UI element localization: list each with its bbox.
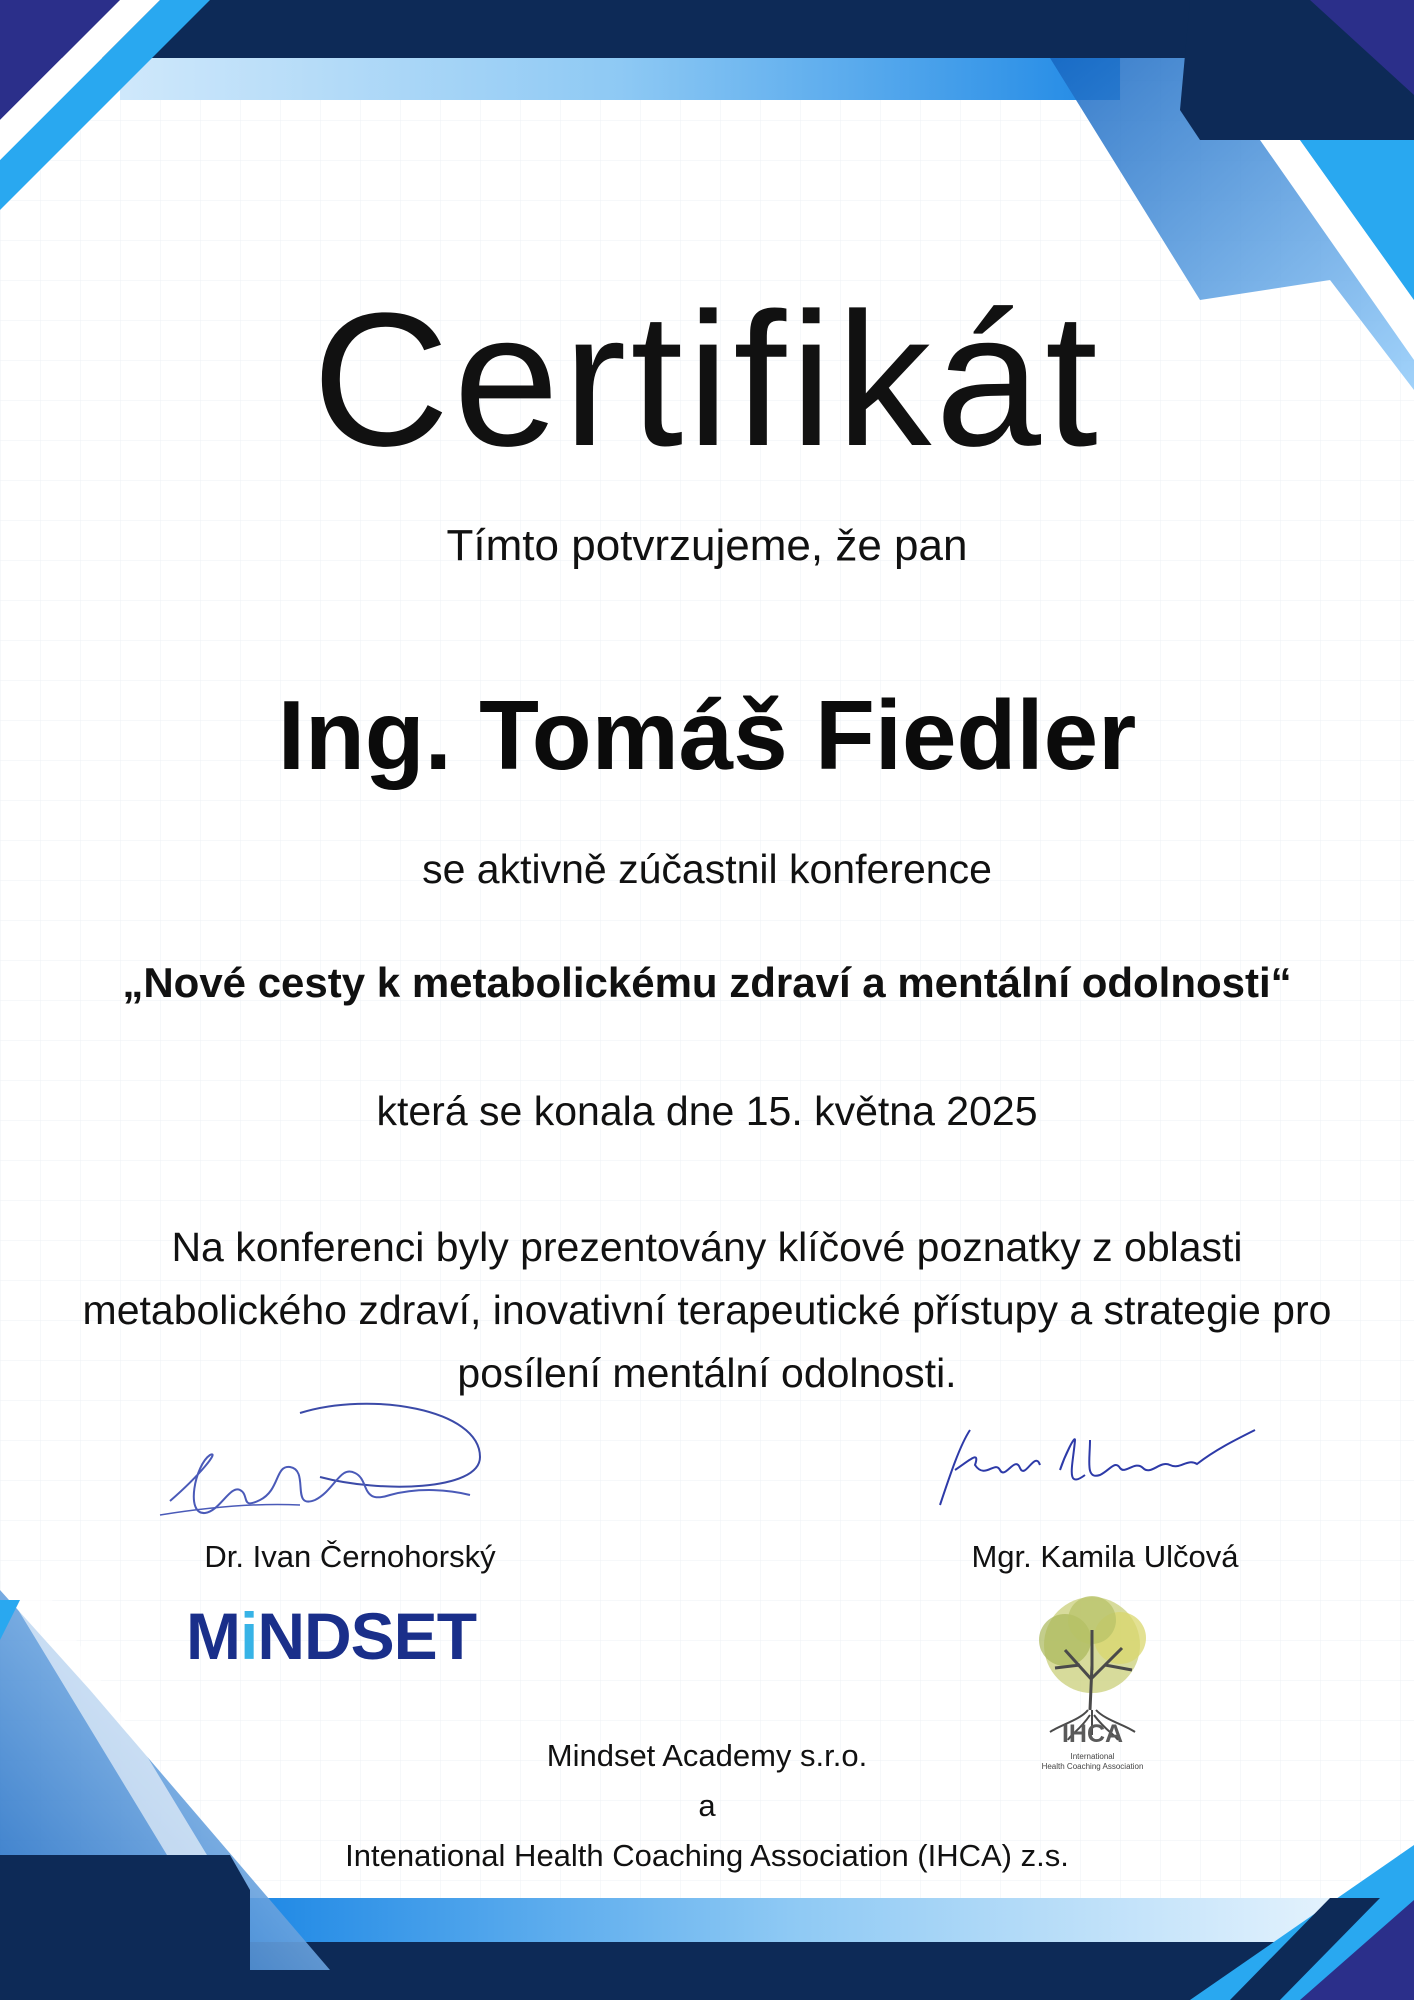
recipient-name: Ing. Tomáš Fiedler — [277, 680, 1137, 790]
signer-1-name: Dr. Ivan Černohorský — [204, 1539, 496, 1574]
mindset-logo-suffix: NDSET — [257, 1599, 477, 1673]
issuer-org-1: Mindset Academy s.r.o. — [546, 1738, 868, 1773]
ihca-logo-subtitle-2: Health Coaching Association — [1041, 1762, 1144, 1771]
intro-text: Tímto potvrzujeme, že pan — [446, 521, 968, 570]
mindset-logo-accent: i — [239, 1599, 258, 1673]
ihca-logo-subtitle-1: International — [1070, 1752, 1115, 1761]
issuer-org-2: Intenational Health Coaching Association (IHCA) z.s. — [345, 1838, 1069, 1873]
participation-text: se aktivně zúčastnil konference — [422, 846, 992, 892]
conference-date: která se konala dne 15. května 2025 — [376, 1088, 1038, 1134]
mindset-logo — [186, 1598, 476, 1674]
ihca-logo-name: IHCA — [1061, 1720, 1124, 1748]
signer-2-name: Mgr. Kamila Ulčová — [971, 1539, 1239, 1574]
conference-title: „Nové cesty k metabolickému zdraví a mentální odolnosti“ — [122, 959, 1292, 1006]
certificate-title: Certifikát — [312, 274, 1102, 486]
issuer-conjunction: a — [698, 1788, 716, 1823]
mindset-logo-prefix: M — [186, 1599, 240, 1673]
conference-summary: Na konferenci byly prezentovány klíčové poznatky z oblasti metabolického zdraví, inovativní terapeutické přístupy a strategie pro posílení mentální odolnosti. — [82, 1224, 1332, 1396]
signature-1-image — [150, 1395, 520, 1530]
signature-2-image — [925, 1420, 1265, 1515]
